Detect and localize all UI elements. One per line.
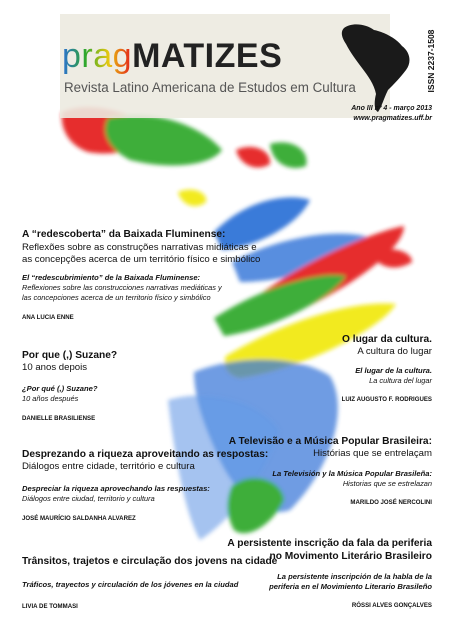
article-1-title-es: El “redescubrimiento” de la Baixada Fluminense:: [22, 273, 201, 282]
red-stroke: [372, 249, 412, 267]
green-stroke: [270, 142, 307, 168]
article-7-title-pt-line-2[interactable]: no Movimento Literário Brasileiro: [269, 551, 432, 562]
article-1-subtitle-es-line-1: Reflexiones sobre las construcciones narrativas mediáticas y: [22, 283, 222, 292]
article-2-title-pt[interactable]: Por que (,) Suzane?: [22, 350, 118, 361]
magazine-logo: [62, 38, 282, 74]
article-4-title-es: Tráficos, trayectos y circulación de los jóvenes en la ciudad: [22, 580, 239, 589]
logo-main: MATIZES: [132, 37, 283, 75]
logo-prefix: prag: [62, 37, 133, 75]
article-6-title-pt[interactable]: A Televisão e a Música Popular Brasileira:: [228, 436, 432, 447]
article-6-title-es: La Televisión y la Música Popular Brasileña:: [272, 469, 432, 478]
article-5-title-es: El lugar de la cultura.: [355, 366, 432, 375]
article-7-author: RÓSSI ALVES GONÇALVES: [351, 602, 432, 609]
article-6-author: MARILDO JOSÉ NERCOLINI: [350, 499, 432, 506]
article-3-subtitle-pt: Diálogos entre cidade, território e cultura: [22, 461, 195, 472]
south-america-map-icon: [338, 18, 416, 114]
yellow-stroke: [178, 190, 206, 206]
article-2-title-es: ¿Por qué (,) Suzane?: [22, 384, 98, 393]
article-7-title-pt-line-1[interactable]: A persistente inscrição da fala da periferia: [227, 538, 432, 549]
article-2-author: DANIELLE BRASILIENSE: [22, 415, 96, 422]
issue-date: Ano III nº 4 - março 2013: [351, 105, 432, 112]
article-3-title-es: Despreciar la riqueza aprovechando las respuestas:: [22, 484, 210, 493]
article-7-title-es-line-1: La persistente inscripción de la habla de la: [277, 572, 432, 581]
article-3-subtitle-es: Diálogos entre ciudad, territorio y cultura: [22, 494, 155, 503]
article-4-author: LIVIA DE TOMMASI: [22, 603, 78, 610]
magazine-subtitle: Revista Latino Americana de Estudos em Cultura: [64, 80, 356, 95]
article-6-subtitle-pt: Histórias que se entrelaçam: [313, 448, 432, 459]
article-5-subtitle-pt: A cultura do lugar: [357, 346, 432, 357]
article-3-title-pt[interactable]: Desprezando a riqueza aproveitando as respostas:: [22, 449, 269, 460]
green-stroke: [228, 478, 284, 533]
issue-info: [351, 104, 432, 124]
article-1-subtitle-pt-line-2: as concepções acerca de um território físico e simbólico: [22, 254, 261, 265]
article-1-author: ANA LUCIA ENNE: [22, 314, 74, 321]
article-1-subtitle-pt-line-1: Reflexões sobre as construções narrativas midiáticas e: [22, 242, 257, 253]
issn-number: ISSN 2237-1508: [426, 29, 436, 93]
website-link[interactable]: www.pragmatizes.uff.br: [353, 115, 432, 122]
article-5-author: LUIZ AUGUSTO F. RODRIGUES: [341, 396, 432, 403]
article-3-author: JOSÉ MAURÍCIO SALDANHA ALVAREZ: [22, 515, 136, 522]
article-5-subtitle-es: La cultura del lugar: [369, 376, 432, 385]
article-6-subtitle-es: Historias que se estrelazan: [342, 479, 432, 488]
article-4-title-pt[interactable]: Trânsitos, trajetos e circulação dos jovens na cidade: [22, 556, 278, 567]
article-1-title-pt[interactable]: A “redescoberta” da Baixada Fluminense:: [22, 229, 226, 240]
green-stroke: [105, 115, 222, 165]
issn-strip: [424, 20, 438, 108]
article-2-subtitle-pt: 10 anos depois: [22, 362, 88, 373]
article-7-title-es-line-2: periferia en el Movimiento Literario Brasileño: [269, 582, 432, 591]
article-5-title-pt[interactable]: O lugar da cultura.: [341, 334, 432, 345]
article-2-subtitle-es: 10 años después: [22, 394, 79, 403]
red-stroke: [236, 147, 270, 168]
article-1-subtitle-es-line-2: las concepciones acerca de un territorio físico y simbólico: [22, 293, 211, 302]
